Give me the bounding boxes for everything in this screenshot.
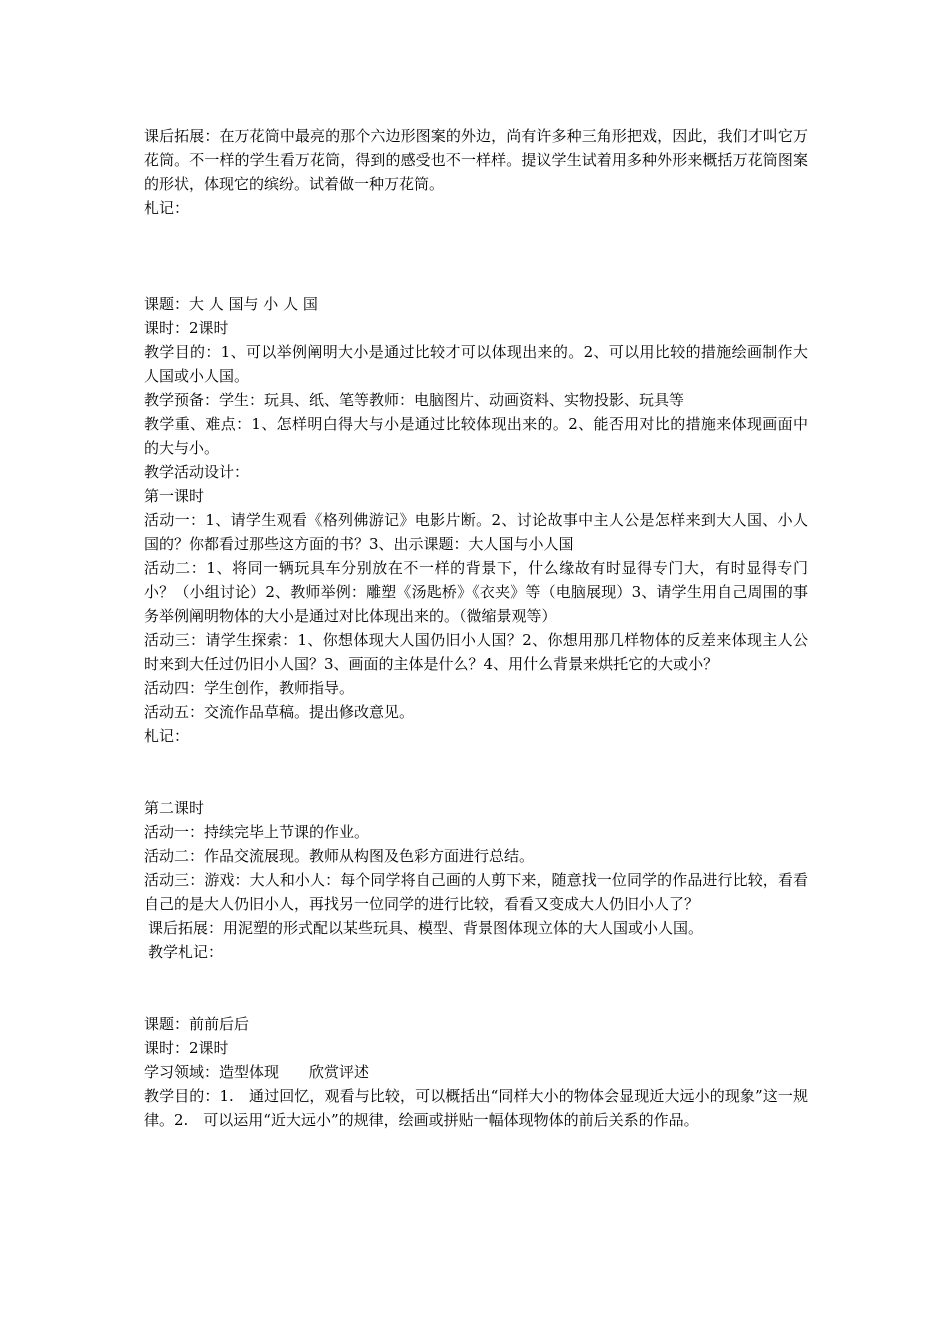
spacer	[144, 748, 808, 796]
teaching-goal: 教学目的：1. 通过回忆，观看与比较，可以概括出“同样大小的物体会显现近大远小的现象”这一规律。2. 可以运用“近大远小”的规律，绘画或拼贴一幅体现物体的前后关系的作品。	[144, 1087, 808, 1129]
learning-domain: 学习领域：造型体现 欣赏评述	[144, 1063, 370, 1081]
key-points: 教学重、难点：1、怎样明白得大与小是通过比较体现出来的。2、能否用对比的措施来体现画面中的大与小。	[144, 415, 808, 457]
activity-three: 活动三：请学生探索：1、你想体现大人国仍旧小人国？2、你想用那几样物体的反差来体现主人公时来到大任过仍旧小人国？3、画面的主体是什么？4、用什么背景来烘托它的大或小？	[144, 631, 808, 673]
lesson-one-heading: 第一课时	[144, 487, 205, 505]
activity-four: 活动四：学生创作，教师指导。	[144, 679, 355, 697]
activity-two: 活动二：1、将同一辆玩具车分别放在不一样的背景下，什么缘故有时显得专门大，有时显得专门小？（小组讨论）2、教师举例：雕塑《汤匙桥》《衣夹》等（电脑展现）3、请学生用自己周围的事务举例阐明物体的大小是通过对比体现出来的。（微缩景观等）	[144, 559, 808, 625]
activity-three: 活动三：游戏：大人和小人：每个同学将自己画的人剪下来，随意找一位同学的作品进行比较，看看自己的是大人仍旧小人，再找另一位同学的进行比较，看看又变成大人仍旧小人了？	[144, 871, 808, 913]
lesson-two-heading: 第二课时	[144, 799, 205, 817]
activity-one: 活动一：持续完毕上节课的作业。	[144, 823, 370, 841]
extension-paragraph: 课后拓展：用泥塑的形式配以某些玩具、模型、背景图体现立体的大人国或小人国。	[148, 919, 704, 937]
notes-label: 札记：	[144, 199, 190, 217]
spacer	[144, 220, 808, 292]
class-hours: 课时：2课时	[144, 1039, 229, 1057]
topic-title: 课题：前前后后	[144, 1015, 250, 1033]
teaching-notes-label: 教学札记：	[148, 943, 224, 961]
activity-one: 活动一：1、请学生观看《格列佛游记》电影片断。2、讨论故事中主人公是怎样来到大人国、小人国的？你都看过那些这方面的书？3、出示课题：大人国与小人国	[144, 511, 808, 553]
teaching-prep: 教学预备：学生：玩具、纸、笔等教师：电脑图片、动画资料、实物投影、玩具等	[144, 391, 685, 409]
document-page	[144, 124, 808, 1132]
class-hours: 课时：2课时	[144, 319, 229, 337]
activity-design-heading: 教学活动设计：	[144, 463, 250, 481]
notes-label: 札记：	[144, 727, 190, 745]
activity-five: 活动五：交流作品草稿。提出修改意见。	[144, 703, 415, 721]
extension-paragraph: 课后拓展：在万花筒中最亮的那个六边形图案的外边，尚有许多种三角形把戏，因此，我们才叫它万花筒。不一样的学生看万花筒，得到的感受也不一样样。提议学生试着用多种外形来概括万花筒图案的形状，体现它的缤纷。试着做一种万花筒。	[144, 127, 808, 193]
spacer	[144, 964, 808, 1012]
topic-title: 课题：大 人 国与 小 人 国	[144, 295, 318, 313]
teaching-goal: 教学目的：1、可以举例阐明大小是通过比较才可以体现出来的。2、可以用比较的措施绘画制作大人国或小人国。	[144, 343, 808, 385]
activity-two: 活动二：作品交流展现。教师从构图及色彩方面进行总结。	[144, 847, 535, 865]
